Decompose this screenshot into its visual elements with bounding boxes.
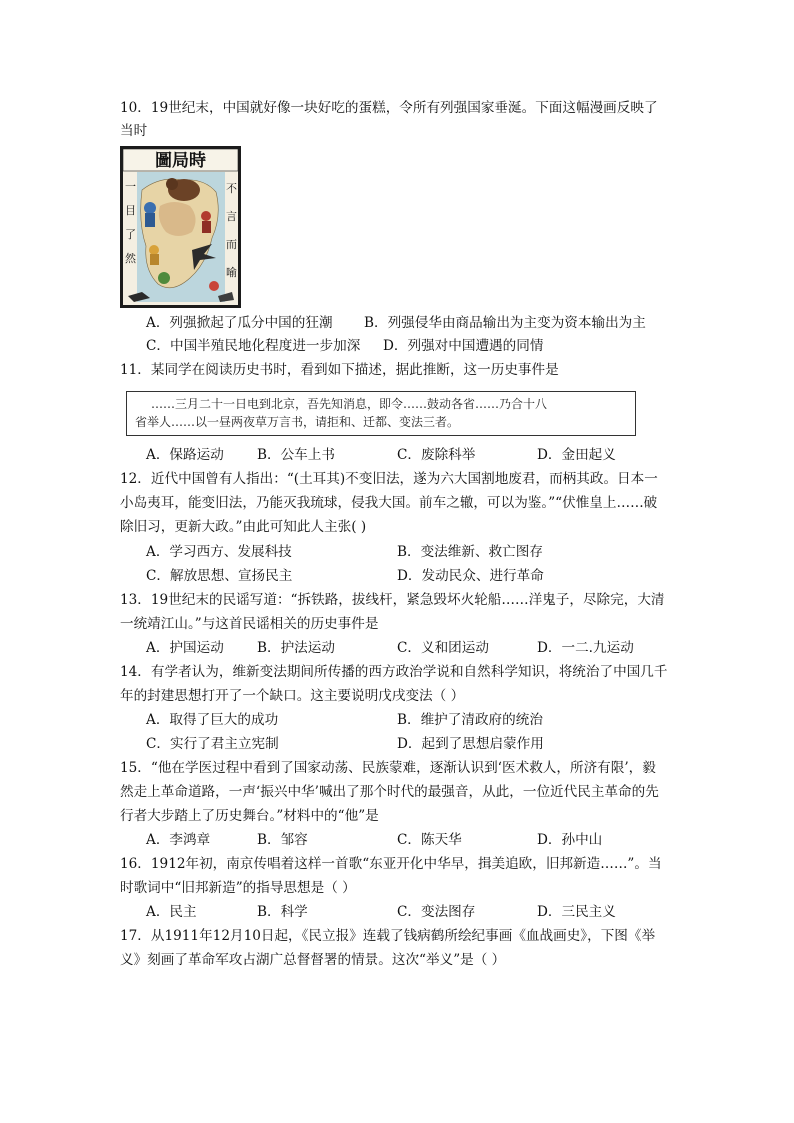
q16-stem-line1: 16．1912年初，南京传唱着这样一首歌“东亚开化中华早，揖美追欧，旧邦新造……”。当: [120, 856, 662, 872]
cartoon-right-char-4: 喻: [226, 266, 237, 279]
q15-option-a: A．李鸿章: [146, 832, 211, 848]
cartoon-left-char-1: 一: [125, 180, 136, 193]
cartoon-right-char-1: 不: [226, 182, 237, 195]
q16-option-b: B．科学: [257, 904, 308, 920]
q11-quote-box: [126, 391, 636, 436]
q14-stem-line2: 年的封建思想打开了一个缺口。这主要说明戊戌变法（ ）: [120, 688, 465, 704]
q15-stem-line1: 15．“他在学医过程中看到了国家动荡、民族蒙难，逐渐认识到‘医术救人，所济有限’，毅: [120, 760, 656, 776]
q10-option-b: B．列强侵华由商品输出为主变为资本输出为主: [364, 315, 646, 331]
q12-stem-line3: 除旧习，更新大政。”由此可知此人主张( ): [120, 519, 367, 535]
q13-option-d: D．一二.九运动: [537, 640, 634, 656]
q12-option-b: B．变法维新、救亡图存: [397, 544, 543, 560]
q14-option-b: B．维护了清政府的统治: [397, 712, 543, 728]
q16-option-a: A．民主: [146, 904, 197, 920]
q10-stem-line2: 当时: [120, 123, 148, 139]
q10-stem-line1: 10．19世纪末，中国就好像一块好吃的蛋糕，令所有列强国家垂涎。下面这幅漫画反映了: [120, 100, 658, 116]
q11-quote-line1: ……三月二十一日电到北京，吾先知消息，即令……鼓动各省……乃合十八: [151, 397, 548, 411]
q12-option-c: C．解放思想、宣扬民主: [146, 568, 293, 584]
q11-option-c: C．废除科举: [397, 447, 476, 463]
cartoon-left-char-3: 了: [125, 228, 136, 241]
cartoon-left-char-2: 目: [125, 204, 136, 217]
q15-option-b: B．邹容: [257, 832, 308, 848]
q11-quote-line2: 省举人……以一昼两夜草万言书，请拒和、迁都、变法三者。: [135, 415, 460, 429]
cartoon-title: 圖局時: [155, 151, 206, 171]
cartoon-image: [120, 146, 241, 308]
q11-option-a: A．保路运动: [146, 447, 224, 463]
q12-stem-line2: 小岛夷耳，能变旧法，乃能灭我琉球，侵我大国。前车之辙，可以为鉴。”“伏惟皇上……破: [120, 495, 658, 511]
q16-stem-line2: 时歌词中“旧邦新造”的指导思想是（ ）: [120, 880, 356, 896]
q10-option-a: A．列强掀起了瓜分中国的狂潮: [146, 315, 333, 331]
q13-stem-line2: 一统靖江山。”与这首民谣相关的历史事件是: [120, 616, 379, 632]
q10-option-c: C．中国半殖民地化程度进一步加深: [146, 338, 361, 354]
q13-option-b: B．护法运动: [257, 640, 335, 656]
q15-stem-line3: 行者大步踏上了历史舞台。”材料中的“他”是: [120, 808, 379, 824]
q13-stem-line1: 13．19世纪末的民谣写道：“拆铁路，拔线杆，紧急毁坏火轮船……洋鬼子，尽除完，大清: [120, 592, 665, 608]
q15-stem-line2: 然走上革命道路，一声‘振兴中华’喊出了那个时代的最强音，从此，一位近代民主革命的先: [120, 784, 659, 800]
q15-option-c: C．陈天华: [397, 832, 462, 848]
q14-option-d: D．起到了思想启蒙作用: [397, 736, 544, 752]
q14-stem-line1: 14．有学者认为，维新变法期间所传播的西方政治学说和自然科学知识，将统治了中国几千: [120, 664, 668, 680]
q11-option-d: D．金田起义: [537, 447, 616, 463]
q14-option-a: A．取得了巨大的成功: [146, 712, 279, 728]
cartoon-illustration: [120, 146, 241, 308]
q11-option-b: B．公车上书: [257, 447, 335, 463]
q16-option-d: D．三民主义: [537, 904, 616, 920]
q12-option-d: D．发动民众、进行革命: [397, 568, 544, 584]
q10-option-d: D．列强对中国遭遇的同情: [383, 338, 544, 354]
q15-option-d: D．孙中山: [537, 832, 603, 848]
q13-option-a: A．护国运动: [146, 640, 224, 656]
q13-option-c: C．义和团运动: [397, 640, 489, 656]
q17-stem-line2: 义》刻画了革命军攻占湖广总督督署的情景。这次“举义”是（ ）: [120, 952, 506, 968]
cartoon-right-char-3: 而: [226, 238, 237, 251]
cartoon-right-char-2: 言: [226, 210, 237, 223]
q12-option-a: A．学习西方、发展科技: [146, 544, 292, 560]
q12-stem-line1: 12．近代中国曾有人指出：“(土耳其)不变旧法，遂为六大国割地废君，而柄其政。日本一: [120, 471, 658, 487]
cartoon-left-char-4: 然: [125, 252, 136, 265]
q17-stem-line1: 17．从1911年12月10日起，《民立报》连载了钱病鹤所绘纪事画《血战画史》，下图《举: [120, 928, 656, 944]
q14-option-c: C．实行了君主立宪制: [146, 736, 279, 752]
q16-option-c: C．变法图存: [397, 904, 476, 920]
q11-stem: 11．某同学在阅读历史书时，看到如下描述，据此推断，这一历史事件是: [120, 362, 559, 378]
